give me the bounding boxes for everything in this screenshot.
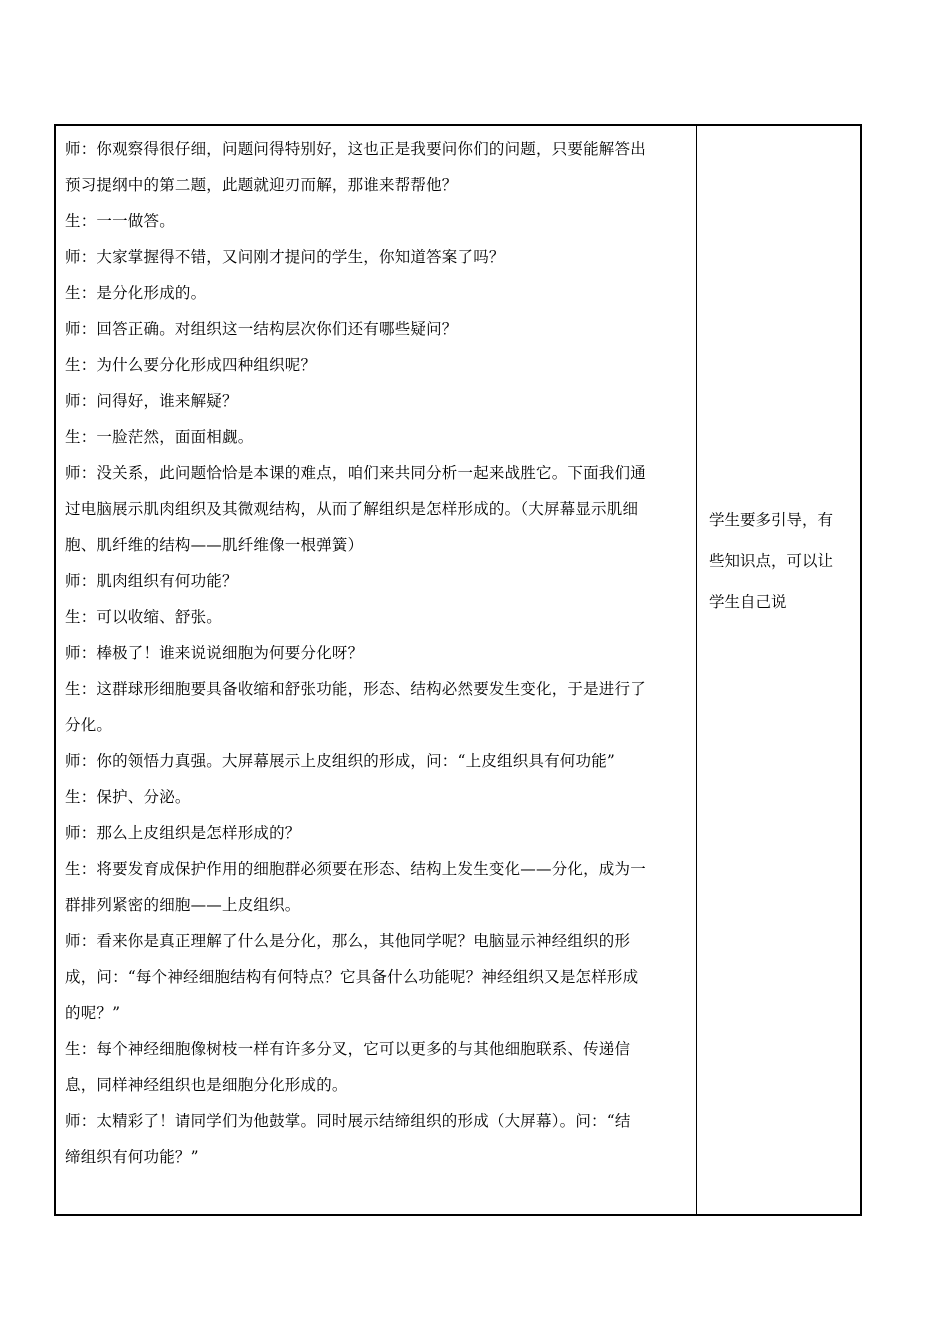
dialogue-line: 师：肌肉组织有何功能？ (65, 572, 238, 590)
dialogue-line: 过电脑展示肌肉组织及其微观结构，从而了解组织是怎样形成的。（大屏幕显示肌细 (65, 500, 639, 518)
dialogue-line: 师：你观察得很仔细，问题问得特别好，这也正是我要问你们的问题，只要能解答出 (65, 140, 646, 158)
dialogue-line: 息，同样神经组织也是细胞分化形成的。 (65, 1076, 348, 1094)
dialogue-line: 师：太精彩了！请同学们为他鼓掌。同时展示结缔组织的形成（大屏幕）。问：“结 (65, 1112, 631, 1130)
dialogue-line: 生：可以收缩、舒张。 (65, 608, 223, 626)
dialogue-line: 缔组织有何功能？” (65, 1148, 199, 1166)
dialogue-line: 生：这群球形细胞要具备收缩和舒张功能，形态、结构必然要发生变化，于是进行了 (65, 680, 646, 698)
dialogue-line: 成，问：“每个神经细胞结构有何特点？它具备什么功能呢？神经组织又是怎样形成 (65, 968, 639, 986)
dialogue-line: 胞、肌纤维的结构——肌纤维像一根弹簧） (65, 536, 364, 554)
dialogue-line: 生：一一做答。 (65, 212, 175, 230)
dialogue-line: 师：大家掌握得不错，又问刚才提问的学生，你知道答案了吗？ (65, 248, 505, 266)
lesson-table (54, 124, 862, 1216)
dialogue-column (56, 126, 697, 1214)
dialogue-line: 师：那么上皮组织是怎样形成的？ (65, 824, 301, 842)
dialogue-line: 生：保护、分泌。 (65, 788, 191, 806)
dialogue-line: 生：为什么要分化形成四种组织呢？ (65, 356, 317, 374)
dialogue-line: 师：你的领悟力真强。大屏幕展示上皮组织的形成，问：“上皮组织具有何功能” (65, 752, 616, 770)
dialogue-line: 预习提纲中的第二题，此题就迎刃而解，那谁来帮帮他？ (65, 176, 458, 194)
dialogue-line: 分化。 (65, 716, 113, 734)
dialogue-line: 群排列紧密的细胞——上皮组织。 (65, 896, 301, 914)
dialogue-line: 师：棒极了！谁来说说细胞为何要分化呀？ (65, 644, 364, 662)
teaching-note-column (697, 126, 860, 1214)
note-line: 学生要多引导，有 (709, 511, 834, 529)
dialogue-line: 生：一脸茫然，面面相觑。 (65, 428, 254, 446)
dialogue-line: 生：是分化形成的。 (65, 284, 207, 302)
dialogue-line: 师：没关系，此问题恰恰是本课的难点，咱们来共同分析一起来战胜它。下面我们通 (65, 464, 646, 482)
dialogue-line: 师：回答正确。对组织这一结构层次你们还有哪些疑问？ (65, 320, 458, 338)
note-line: 学生自己说 (709, 593, 787, 611)
dialogue-line: 的呢？” (65, 1004, 121, 1022)
teaching-note (709, 500, 850, 623)
dialogue-line: 师：看来你是真正理解了什么是分化，那么，其他同学呢？电脑显示神经组织的形 (65, 932, 631, 950)
dialogue-line: 生：每个神经细胞像树枝一样有许多分叉，它可以更多的与其他细胞联系、传递信 (65, 1040, 631, 1058)
note-line: 些知识点，可以让 (709, 552, 834, 570)
dialogue-line: 师：问得好，谁来解疑？ (65, 392, 238, 410)
dialogue-line: 生：将要发育成保护作用的细胞群必须要在形态、结构上发生变化——分化，成为一 (65, 860, 646, 878)
